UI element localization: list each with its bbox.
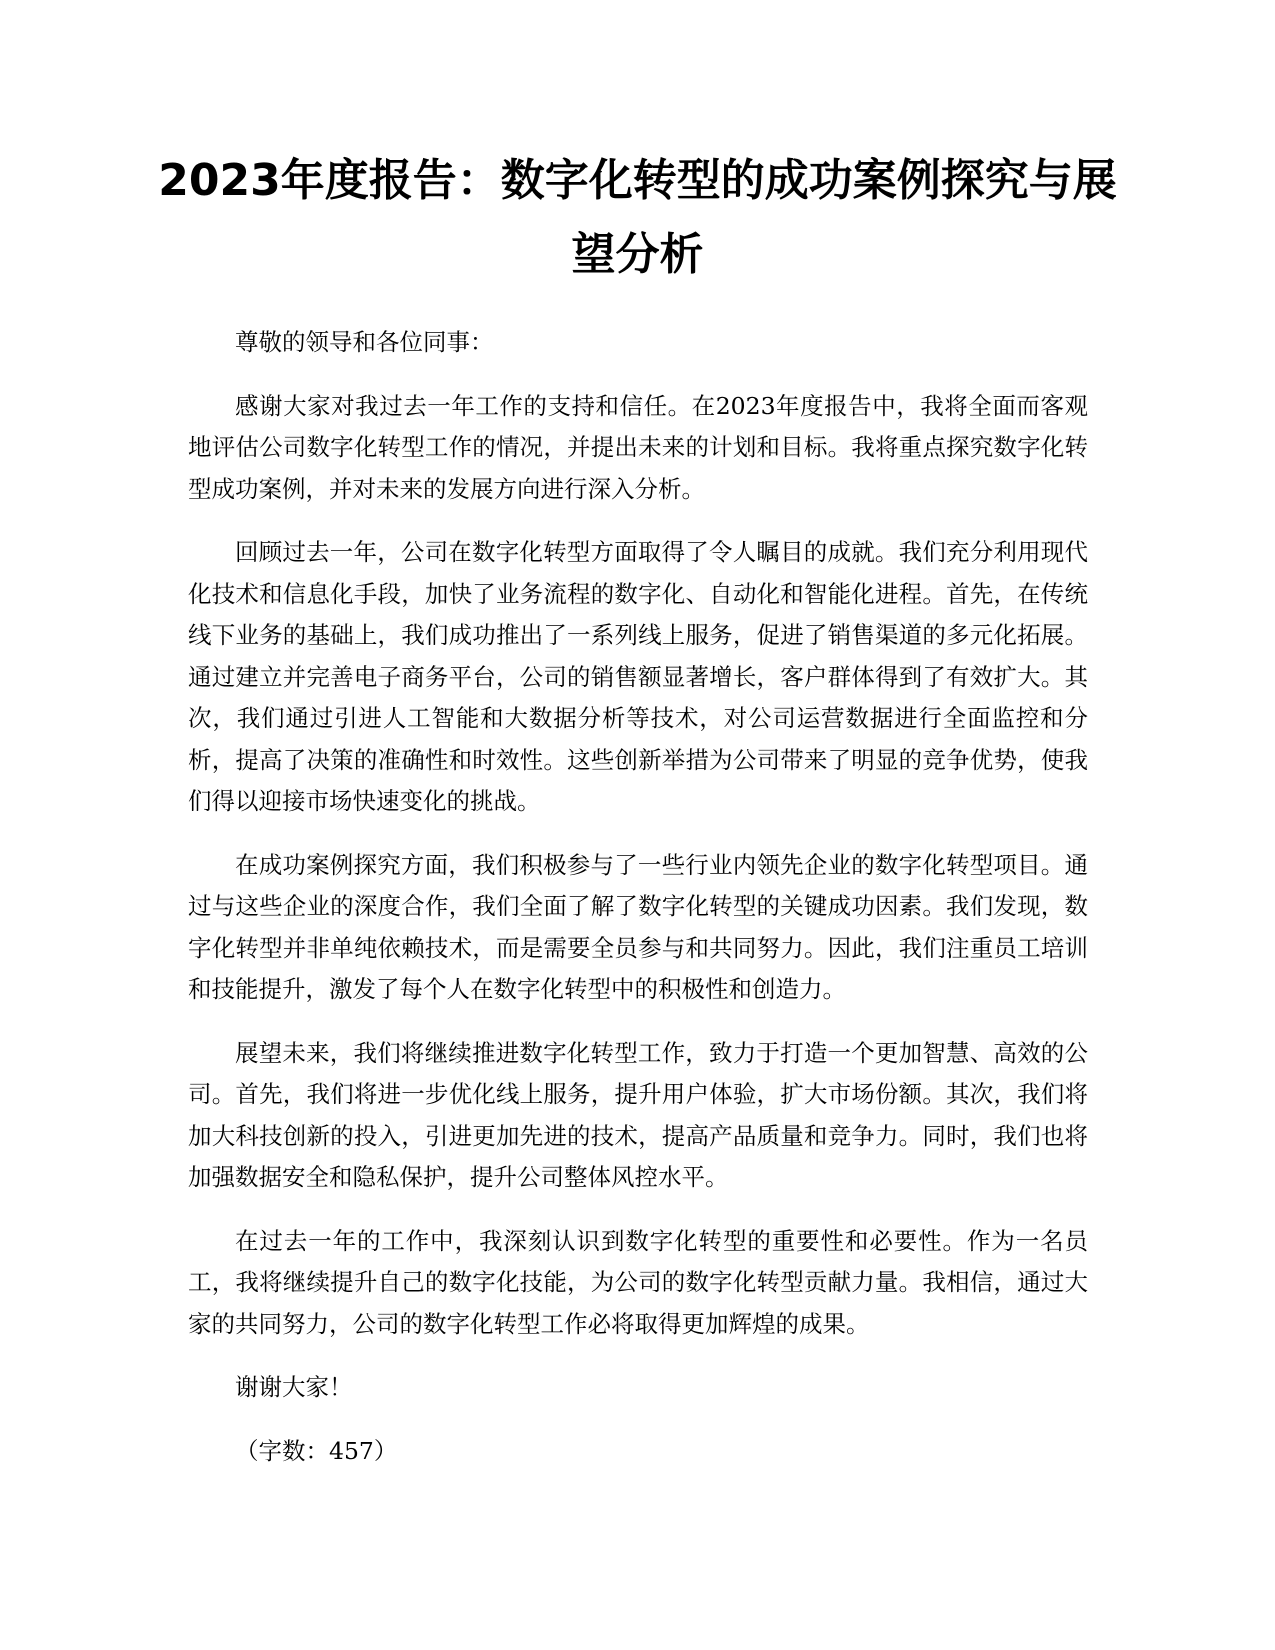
paragraph-reflection: 在过去一年的工作中，我深刻认识到数字化转型的重要性和必要性。作为一名员工，我将继续提升自己的数字化技能，为公司的数字化转型贡献力量。我相信，通过大家的共同努力，公司的数字化转型工作必将取得更加辉煌的成果。 (188, 1226, 1088, 1338)
word-count: （字数：457） (235, 1436, 398, 1465)
salutation: 尊敬的领导和各位同事： (235, 328, 494, 356)
document-body (188, 322, 1088, 1494)
paragraph-intro: 感谢大家对我过去一年工作的支持和信任。在2023年度报告中，我将全面而客观地评估公司数字化转型工作的情况，并提出未来的计划和目标。我将重点探究数字化转型成功案例，并对未来的发展方向进行深入分析。 (188, 391, 1088, 503)
closing-thanks: 谢谢大家！ (235, 1373, 353, 1401)
paragraph-case-study: 在成功案例探究方面，我们积极参与了一些行业内领先企业的数字化转型项目。通过与这些企业的深度合作，我们全面了解了数字化转型的关键成功因素。我们发现，数字化转型并非单纯依赖技术，而是需要全员参与和共同努力。因此，我们注重员工培训和技能提升，激发了每个人在数字化转型中的积极性和创造力。 (188, 850, 1088, 1003)
document-title: 2023年度报告：数字化转型的成功案例探究与展望分析 (158, 155, 1117, 280)
paragraph-outlook: 展望未来，我们将继续推进数字化转型工作，致力于打造一个更加智慧、高效的公司。首先，我们将进一步优化线上服务，提升用户体验，扩大市场份额。其次，我们将加大科技创新的投入，引进更加先进的技术，提高产品质量和竞争力。同时，我们也将加强数据安全和隐私保护，提升公司整体风控水平。 (188, 1038, 1088, 1191)
paragraph-review: 回顾过去一年，公司在数字化转型方面取得了令人瞩目的成就。我们充分利用现代化技术和信息化手段，加快了业务流程的数字化、自动化和智能化进程。首先，在传统线下业务的基础上，我们成功推出了一系列线上服务，促进了销售渠道的多元化拓展。通过建立并完善电子商务平台，公司的销售额显著增长，客户群体得到了有效扩大。其次，我们通过引进人工智能和大数据分析等技术，对公司运营数据进行全面监控和分析，提高了决策的准确性和时效性。这些创新举措为公司带来了明显的竞争优势，使我们得以迎接市场快速变化的挑战。 (188, 538, 1088, 815)
